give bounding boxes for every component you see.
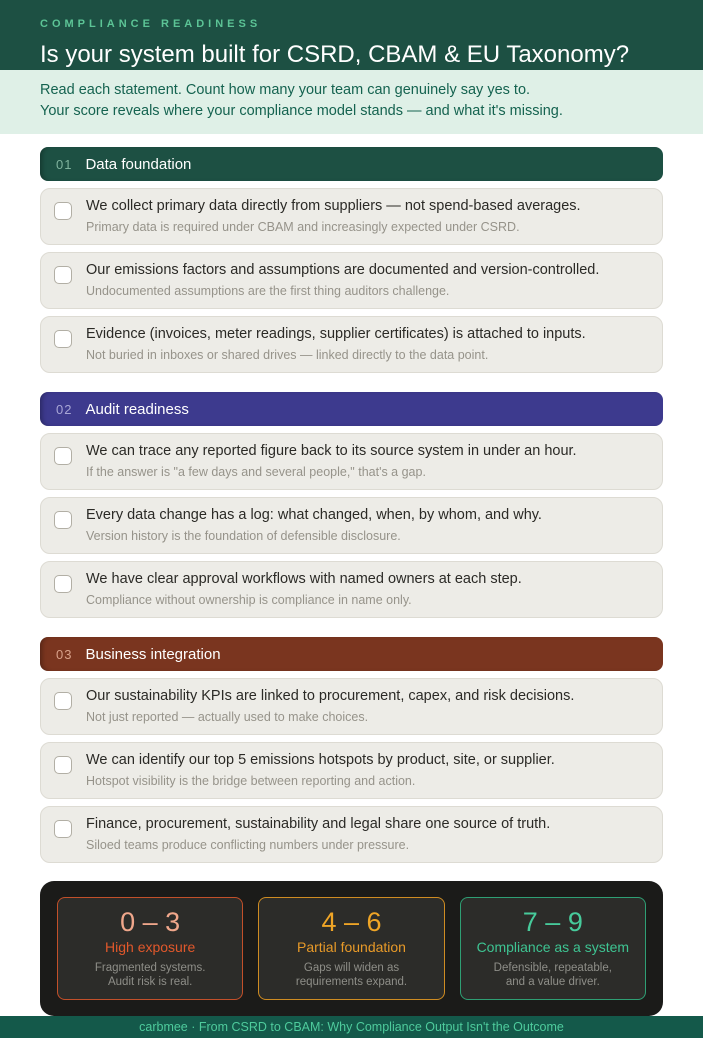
- score-range: 0 – 3: [120, 907, 181, 937]
- item-statement: We can trace any reported figure back to its source system in under an hour.: [86, 443, 577, 459]
- item-text: [86, 570, 522, 608]
- checklist-item[interactable]: [40, 806, 663, 863]
- section-number: 03: [56, 646, 73, 662]
- score-description-line: Gaps will widen as: [303, 962, 400, 974]
- page-title: Is your system built for CSRD, CBAM & EU Taxonomy?: [40, 41, 630, 68]
- score-band-compliance-system: [460, 897, 646, 1000]
- checklist-item[interactable]: [40, 742, 663, 799]
- section-title: Business integration: [85, 645, 221, 663]
- footer-attribution: carbmee · From CSRD to CBAM: Why Compliance Output Isn't the Outcome: [139, 1020, 564, 1034]
- section-header-audit-readiness: [40, 392, 663, 426]
- checkbox[interactable]: [54, 330, 72, 348]
- item-statement: We can identify our top 5 emissions hotspots by product, site, or supplier.: [86, 752, 555, 768]
- intro-instructions: [0, 70, 703, 134]
- section-header-data-foundation: [40, 147, 663, 181]
- item-note: Not buried in inboxes or shared drives — linked directly to the data point.: [86, 348, 489, 362]
- score-label: High exposure: [105, 939, 196, 955]
- score-description-line: and a value driver.: [505, 976, 600, 988]
- checklist: [0, 134, 703, 863]
- checkbox[interactable]: [54, 266, 72, 284]
- checkbox[interactable]: [54, 820, 72, 838]
- checkbox[interactable]: [54, 575, 72, 593]
- checkbox[interactable]: [54, 447, 72, 465]
- item-note: Not just reported — actually used to make choices.: [86, 710, 369, 724]
- checklist-item[interactable]: [40, 316, 663, 373]
- item-statement: Our sustainability KPIs are linked to procurement, capex, and risk decisions.: [86, 688, 575, 704]
- score-description-line: Fragmented systems.: [94, 962, 206, 974]
- item-text: [86, 506, 542, 544]
- item-note: Siloed teams produce conflicting numbers under pressure.: [86, 838, 410, 852]
- section-title: Data foundation: [85, 155, 192, 173]
- checkbox[interactable]: [54, 692, 72, 710]
- score-range: 7 – 9: [522, 907, 583, 937]
- score-range: 4 – 6: [321, 907, 382, 937]
- item-text: [86, 751, 555, 789]
- section-number: 01: [56, 156, 73, 172]
- score-description-line: requirements expand.: [295, 976, 408, 988]
- section-header-business-integration: [40, 637, 663, 671]
- item-note: Version history is the foundation of defensible disclosure.: [86, 529, 401, 543]
- section-data-foundation: [40, 147, 663, 373]
- header: [0, 0, 703, 70]
- item-statement: Finance, procurement, sustainability and legal share one source of truth.: [86, 816, 551, 832]
- section-audit-readiness: [40, 392, 663, 618]
- intro-line-1: Read each statement. Count how many your team can genuinely say yes to.: [40, 82, 531, 98]
- item-statement: Every data change has a log: what changed, when, by whom, and why.: [86, 507, 542, 523]
- eyebrow-label: COMPLIANCE READINESS: [40, 18, 262, 30]
- item-note: Hotspot visibility is the bridge between reporting and action.: [86, 774, 416, 788]
- item-text: [86, 325, 586, 363]
- item-note: If the answer is "a few days and several people," that's a gap.: [86, 465, 426, 479]
- score-description: [66, 961, 234, 989]
- score-description: [267, 961, 435, 989]
- score-label: Compliance as a system: [476, 939, 630, 955]
- section-number: 02: [56, 401, 73, 417]
- checklist-item[interactable]: [40, 497, 663, 554]
- item-text: [86, 815, 550, 853]
- item-note: Primary data is required under CBAM and increasingly expected under CSRD.: [86, 220, 520, 234]
- item-statement: Evidence (invoices, meter readings, supplier certificates) is attached to inputs.: [86, 326, 586, 342]
- score-description-line: Defensible, repeatable,: [493, 962, 612, 974]
- score-label: Partial foundation: [297, 939, 406, 955]
- score-panel: [40, 881, 663, 1016]
- section-title: Audit readiness: [85, 400, 189, 418]
- item-note: Undocumented assumptions are the first thing auditors challenge.: [86, 284, 450, 298]
- score-description: [469, 961, 637, 989]
- score-description-line: Audit risk is real.: [107, 976, 193, 988]
- checkbox[interactable]: [54, 511, 72, 529]
- item-statement: We collect primary data directly from suppliers — not spend-based averages.: [86, 198, 581, 214]
- checkbox[interactable]: [54, 202, 72, 220]
- checkbox[interactable]: [54, 756, 72, 774]
- checklist-item[interactable]: [40, 188, 663, 245]
- item-text: [86, 442, 577, 480]
- intro-line-2: Your score reveals where your compliance model stands — and what it's missing.: [40, 103, 563, 119]
- score-band-high-exposure: [57, 897, 243, 1000]
- checklist-item[interactable]: [40, 678, 663, 735]
- section-business-integration: [40, 637, 663, 863]
- item-statement: We have clear approval workflows with named owners at each step.: [86, 571, 522, 587]
- checklist-item[interactable]: [40, 252, 663, 309]
- footer: [0, 1016, 703, 1038]
- item-text: [86, 261, 599, 299]
- score-band-partial-foundation: [258, 897, 444, 1000]
- checklist-item[interactable]: [40, 433, 663, 490]
- item-note: Compliance without ownership is compliance in name only.: [86, 593, 412, 607]
- item-text: [86, 687, 574, 725]
- checklist-item[interactable]: [40, 561, 663, 618]
- item-statement: Our emissions factors and assumptions are documented and version-controlled.: [86, 262, 600, 278]
- item-text: [86, 197, 581, 235]
